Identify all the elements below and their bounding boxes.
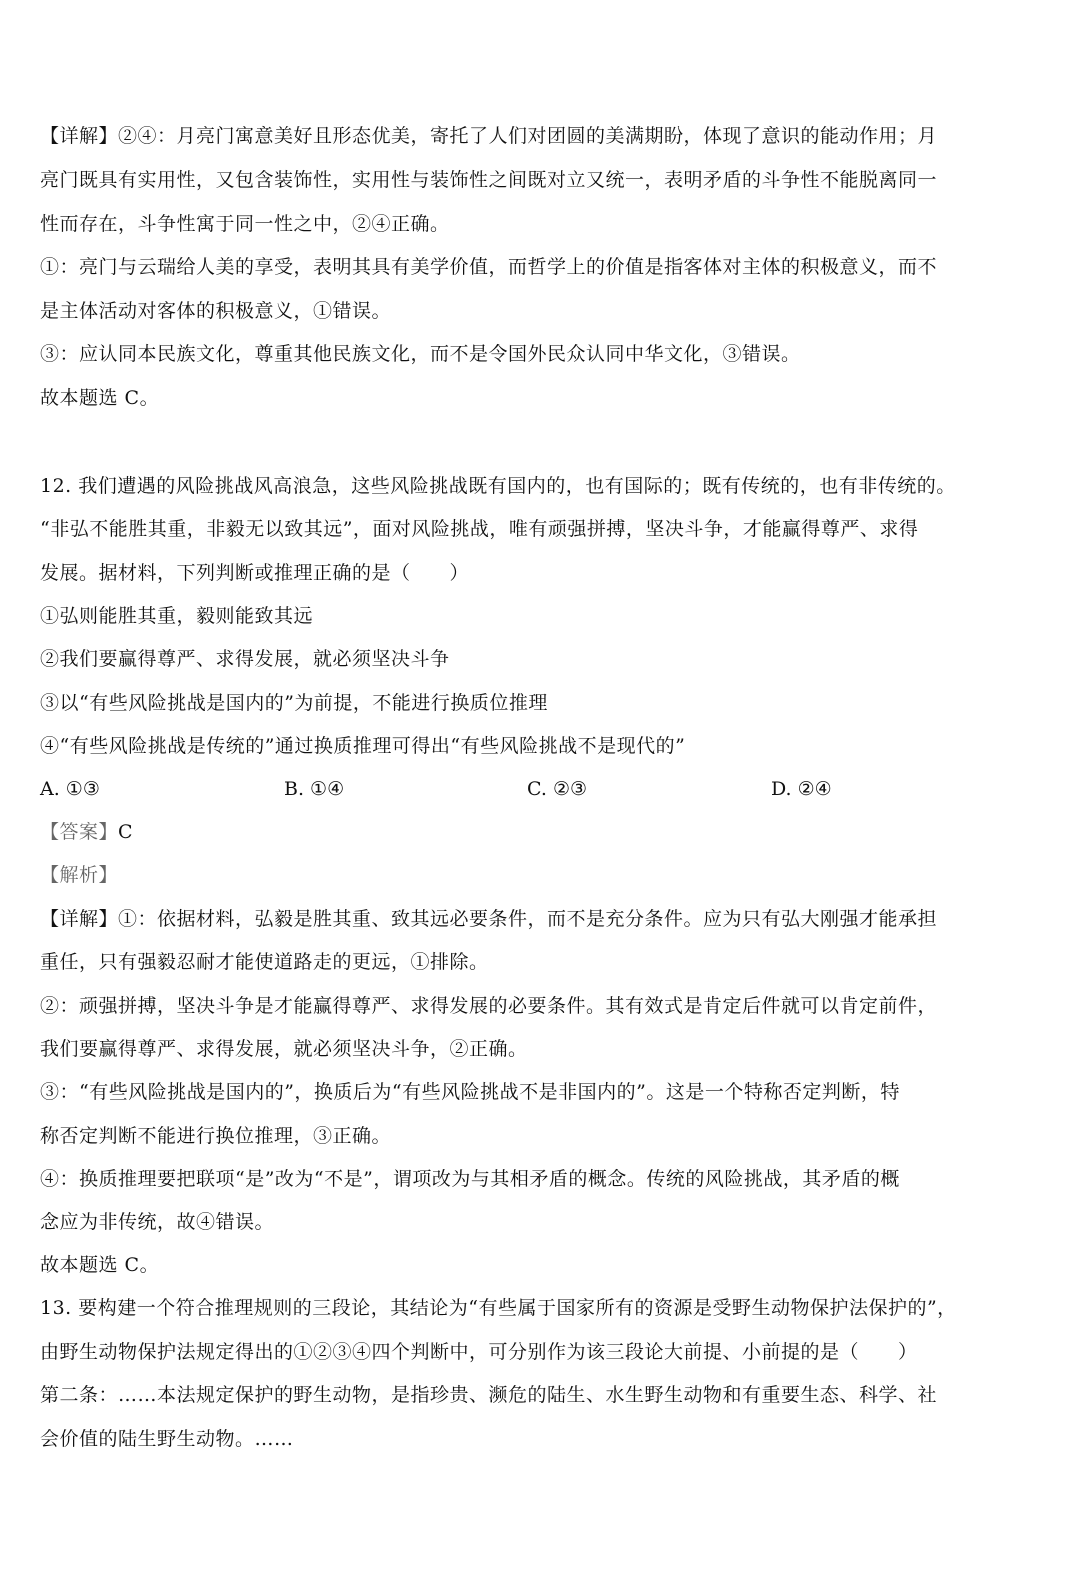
- answer-label: 【答案】: [40, 821, 119, 843]
- q13-stem-line-1: 13. 要构建一个符合推理规则的三段论，其结论为“有些属于国家所有的资源是受野生动物保护法保护的”，: [40, 1297, 957, 1319]
- q12-stem-line-3: 发展。据材料，下列判断或推理正确的是（ ）: [40, 562, 470, 584]
- prev-detail-line-4: ①：亮门与云瑞给人美的享受，表明其具有美学价值，而哲学上的价值是指客体对主体的积极意义，而不: [40, 256, 938, 278]
- q13-stem-line-3: 第二条：……本法规定保护的野生动物，是指珍贵、濒危的陆生、水生野生动物和有重要生态、科学、社: [40, 1384, 938, 1406]
- prev-detail-line-1: 【详解】②④：月亮门寓意美好且形态优美，寄托了人们对团圆的美满期盼，体现了意识的能动作用；月: [40, 125, 938, 147]
- q12-detail-line-1: 【详解】①：依据材料，弘毅是胜其重、致其远必要条件，而不是充分条件。应为只有弘大刚强才能承担: [40, 908, 938, 930]
- q12-statement-1: ①弘则能胜其重，毅则能致其远: [40, 605, 314, 627]
- q12-detail-line-4: 我们要赢得尊严、求得发展，就必须坚决斗争，②正确。: [40, 1038, 528, 1060]
- prev-detail-line-6: ③：应认同本民族文化，尊重其他民族文化，而不是令国外民众认同中华文化，③错误。: [40, 343, 801, 365]
- answer-value: C: [118, 821, 134, 843]
- q13-stem-line-4: 会价值的陆生野生动物。……: [40, 1428, 294, 1450]
- q12-option-a: A. ①③: [40, 778, 100, 800]
- q12-detail-line-6: 称否定判断不能进行换位推理，③正确。: [40, 1125, 392, 1147]
- prev-detail-line-3: 性而存在，斗争性寓于同一性之中，②④正确。: [40, 213, 450, 235]
- q12-statement-4: ④“有些风险挑战是传统的”通过换质推理可得出“有些风险挑战不是现代的”: [40, 735, 686, 757]
- prev-detail-line-2: 亮门既具有实用性，又包含装饰性，实用性与装饰性之间既对立又统一，表明矛盾的斗争性不能脱离同一: [40, 169, 938, 191]
- q12-statement-2: ②我们要赢得尊严、求得发展，就必须坚决斗争: [40, 648, 450, 670]
- q12-option-d: D. ②④: [771, 778, 832, 800]
- q12-conclusion: 故本题选 C。: [40, 1254, 160, 1276]
- q12-detail-line-5: ③：“有些风险挑战是国内的”，换质后为“有些风险挑战不是非国内的”。这是一个特称否定判断，特: [40, 1081, 900, 1103]
- q12-option-c: C. ②③: [527, 778, 588, 800]
- q12-stem-line-1: 12. 我们遭遇的风险挑战风高浪急，这些风险挑战既有国内的，也有国际的；既有传统的，也有非传统的。: [40, 475, 956, 497]
- q12-detail-line-2: 重任，只有强毅忍耐才能使道路走的更远，①排除。: [40, 951, 489, 973]
- q12-option-b: B. ①④: [284, 778, 345, 800]
- q12-answer: [40, 819, 1040, 845]
- q12-detail-line-3: ②：顽强拼搏，坚决斗争是才能赢得尊严、求得发展的必要条件。其有效式是肯定后件就可以肯定前件，: [40, 995, 938, 1017]
- q12-detail-line-7: ④：换质推理要把联项“是”改为“不是”，谓项改为与其相矛盾的概念。传统的风险挑战，其矛盾的概: [40, 1168, 900, 1190]
- q12-stem-line-2: “非弘不能胜其重，非毅无以致其远”，面对风险挑战，唯有顽强拼搏，坚决斗争，才能赢得尊严、求得: [40, 518, 919, 540]
- q12-detail-line-8: 念应为非传统，故④错误。: [40, 1211, 275, 1233]
- q12-statement-3: ③以“有些风险挑战是国内的”为前提，不能进行换质位推理: [40, 692, 548, 714]
- prev-conclusion: 故本题选 C。: [40, 387, 160, 409]
- prev-detail-line-5: 是主体活动对客体的积极意义，①错误。: [40, 300, 392, 322]
- q12-analysis-label: 【解析】: [40, 864, 119, 886]
- q13-stem-line-2: 由野生动物保护法规定得出的①②③④四个判断中，可分别作为该三段论大前提、小前提的是（ ）: [40, 1341, 918, 1363]
